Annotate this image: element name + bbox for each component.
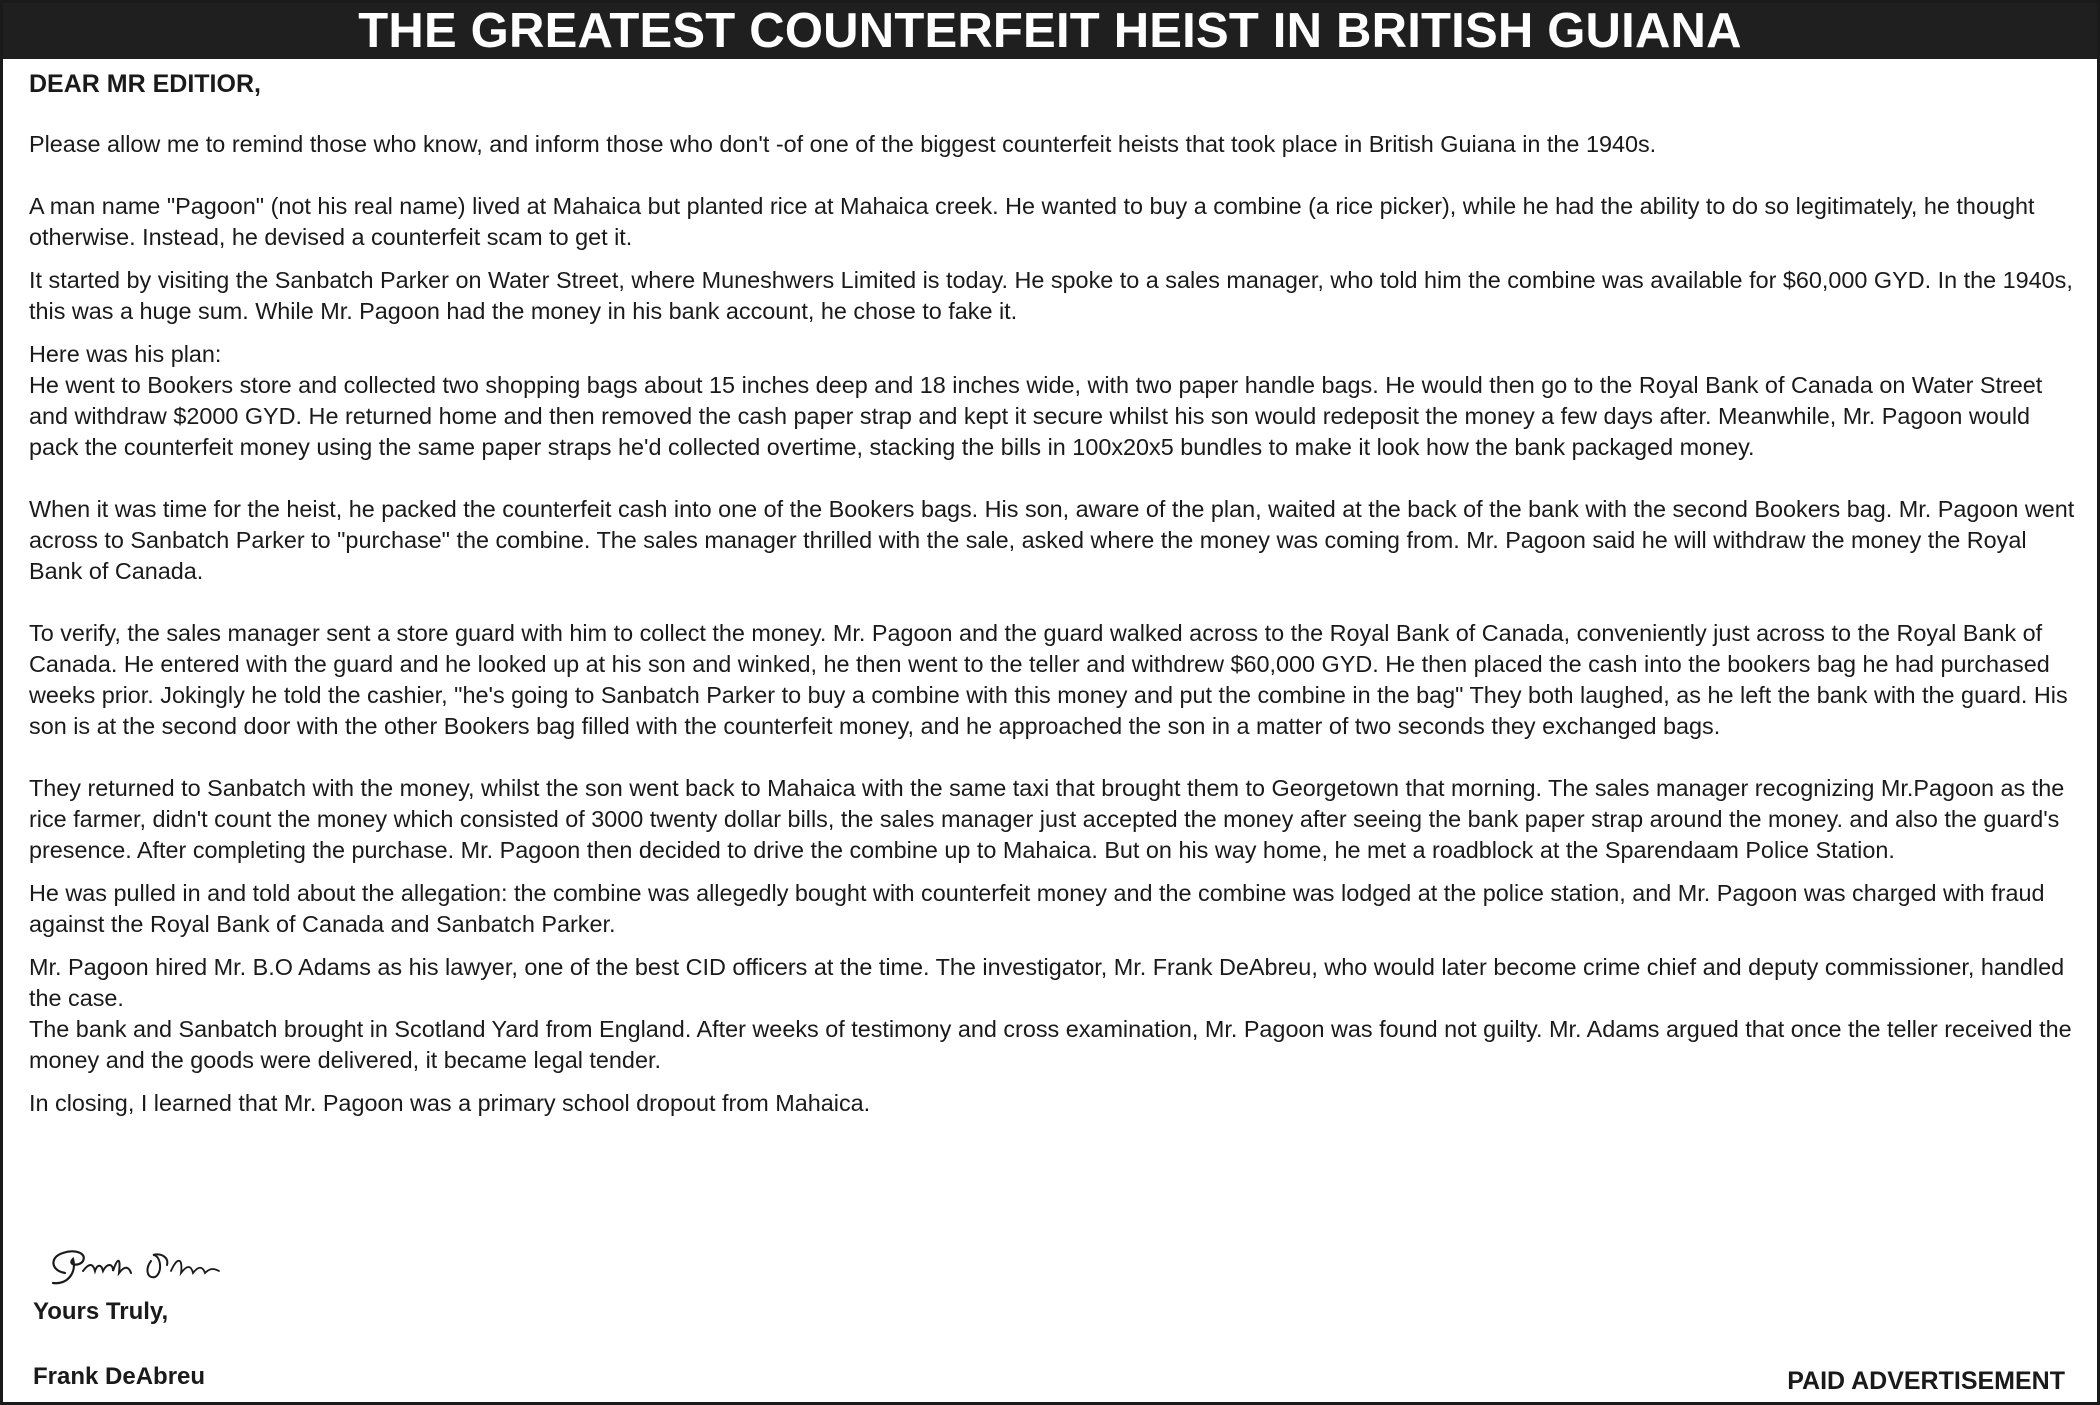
paragraph-allegation: He was pulled in and told about the allegation: the combine was allegedly bought with counterfeit money and the combine was lodged at the police station, and Mr. Pagoon was charged with fraud against the Royal Bank of Canada and Sanbatch Parker. bbox=[29, 880, 2045, 937]
signer-name: Frank DeAbreu bbox=[33, 1363, 206, 1390]
closing-line: Yours Truly, bbox=[33, 1298, 169, 1325]
headline-title: THE GREATEST COUNTERFEIT HEIST IN BRITISH GUIANA bbox=[358, 4, 1742, 58]
paragraph-heist: When it was time for the heist, he packed the counterfeit cash into one of the Bookers bags. His son, aware of the plan, waited at the back of the bank with the second Bookers bag. Mr. Pagoon went across to Sanbatch Parker to "purchase" the combine. The sales manager thrilled with the sale, asked where the money was coming from. Mr. Pagoon said he will withdraw the money the Royal Bank of Canada. bbox=[29, 496, 2075, 584]
paragraph-sanbatch-visit: It started by visiting the Sanbatch Parker on Water Street, where Muneshwers Limited is today. He spoke to a sales manager, who told him the combine was available for $60,000 GYD. In the 1940s, this was a huge sum. While Mr. Pagoon had the money in his bank account, he chose to fake it. bbox=[29, 267, 2073, 324]
paragraph-background: A man name "Pagoon" (not his real name) lived at Mahaica but planted rice at Mahaica creek. He wanted to buy a combine (a rice picker), while he had the ability to do so legitimately, he thought otherwise. Instead, he devised a counterfeit scam to get it. bbox=[29, 193, 2035, 250]
headline-banner bbox=[3, 3, 2097, 59]
paragraph-return: They returned to Sanbatch with the money, whilst the son went back to Mahaica with the same taxi that brought them to Georgetown that morning. The sales manager recognizing Mr.Pagoon as the rice farmer, didn't count the money which consisted of 3000 twenty dollar bills, the sales manager just accepted the money after seeing the bank paper strap around the money. and also the guard's presence. After completing the purchase. Mr. Pagoon then decided to drive the combine up to Mahaica. But on his way home, he met a roadblock at the Sparendaam Police Station. bbox=[29, 775, 2065, 863]
paragraph-plan-details: He went to Bookers store and collected two shopping bags about 15 inches deep and 18 inches wide, with two paper handle bags. He would then go to the Royal Bank of Canada on Water Street and withdraw $2000 GYD. He returned home and then removed the cash paper strap and kept it secure whilst his son would redeposit the money a few days after. Meanwhile, Mr. Pagoon would pack the counterfeit money using the same paper straps he'd collected overtime, stacking the bills in 100x20x5 bundles to make it look how the bank packaged money. bbox=[29, 372, 2043, 460]
paragraph-closing: In closing, I learned that Mr. Pagoon was a primary school dropout from Mahaica. bbox=[29, 1090, 871, 1116]
letter-body bbox=[29, 69, 2079, 1119]
paragraph-verdict: The bank and Sanbatch brought in Scotland Yard from England. After weeks of testimony and cross examination, Mr. Pagoon was found not guilty. Mr. Adams argued that once the teller received the money and the goods were delivered, it became legal tender. bbox=[29, 1016, 2072, 1073]
paragraph-lawyer: Mr. Pagoon hired Mr. B.O Adams as his lawyer, one of the best CID officers at the time. The investigator, Mr. Frank DeAbreu, who would later become crime chief and deputy commissioner, handled the case. bbox=[29, 954, 2065, 1011]
handwritten-signature bbox=[43, 1243, 233, 1291]
paid-advertisement-label: PAID ADVERTISEMENT bbox=[1787, 1367, 2065, 1395]
paragraph-intro: Please allow me to remind those who know, and inform those who don't -of one of the biggest counterfeit heists that took place in British Guiana in the 1940s. bbox=[29, 131, 1657, 157]
paragraph-verification: To verify, the sales manager sent a store guard with him to collect the money. Mr. Pagoon and the guard walked across to the Royal Bank of Canada, conveniently just across to the Royal Bank of Canada. He entered with the guard and he looked up at his son and winked, he then went to the teller and withdrew $60,000 GYD. He then placed the cash into the bookers bag he had purchased weeks prior. Jokingly he told the cashier, "he's going to Sanbatch Parker to buy a combine with this money and put the combine in the bag" They both laughed, as he left the bank with the guard. His son is at the second door with the other Bookers bag filled with the counterfeit money, and he approached the son in a matter of two seconds they exchanged bags. bbox=[29, 620, 2068, 739]
salutation: DEAR MR EDITIOR, bbox=[29, 70, 261, 98]
paragraph-plan-heading: Here was his plan: bbox=[29, 341, 222, 367]
